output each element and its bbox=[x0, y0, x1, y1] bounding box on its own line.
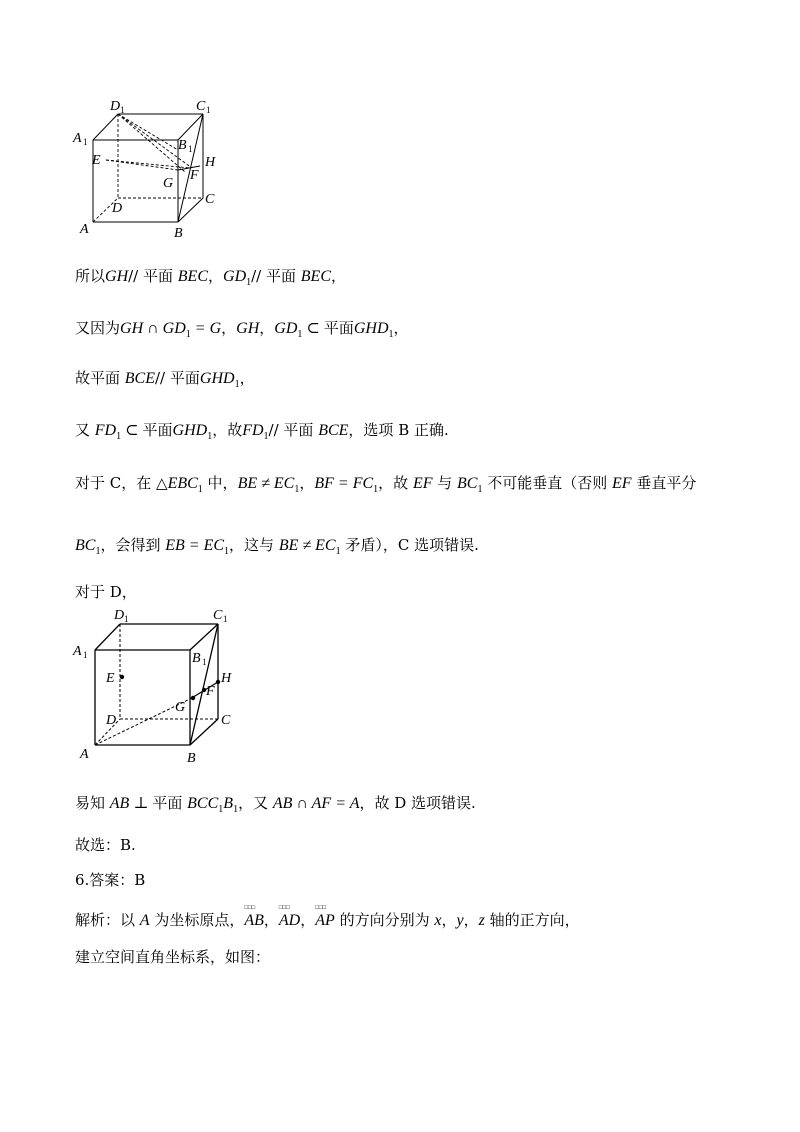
text-line-11: 解析：以 A 为坐标原点，□□□ AB，□□□ AD，□□□ AP 的方向分别为 x，y，z 轴的正方向， bbox=[75, 910, 580, 931]
text-line-8: 易知 AB ⊥ 平面 $BCC_1B_1$，又 AB ∩ AF = A，故 D 选项错误. bbox=[75, 794, 476, 816]
label-C: C bbox=[205, 192, 215, 207]
cube-figure-1 bbox=[70, 92, 230, 242]
label-F: F bbox=[190, 168, 199, 183]
text-line-12: 建立空间直角坐标系，如图： bbox=[75, 948, 271, 966]
label-B1: B bbox=[192, 651, 201, 666]
label-D1: D bbox=[114, 608, 125, 623]
label-G: G bbox=[163, 176, 174, 191]
svg-text:1: 1 bbox=[124, 614, 129, 624]
text-line-9: 故选：B. bbox=[75, 836, 136, 854]
label-E: E bbox=[92, 153, 101, 168]
label-B: B bbox=[187, 751, 196, 766]
svg-text:1: 1 bbox=[202, 657, 207, 667]
vector-AP: □□□ AP bbox=[315, 911, 335, 931]
svg-text:1: 1 bbox=[223, 614, 228, 624]
text-line-1: 所以GH// 平面 BEC，$GD_1//$ 平面 BEC， bbox=[75, 267, 347, 289]
text-line-6: $BC_1$，会得到 EB = $EC_1$，这与 BE ≠ $EC_1$ 矛盾），C 选项错误. bbox=[75, 536, 479, 558]
text-line-5: 对于 C，在 $\triangle EBC_1$ 中，BE ≠ $EC_1$，BF = $FC_1$，故 EF 与 $BC_1$ 不可能垂直（否则 EF 垂直平分 bbox=[75, 474, 697, 496]
label-E: E bbox=[106, 671, 115, 686]
text-line-7: 对于 D， bbox=[75, 583, 137, 601]
label-D: D bbox=[106, 713, 117, 728]
text-line-4: 又 $FD_1$ ⊂ 平面$GHD_1$，故$FD_1//$ 平面 BCE，选项 B 正确. bbox=[75, 421, 449, 443]
label-C: C bbox=[221, 713, 231, 728]
label-B1: B bbox=[178, 138, 187, 153]
svg-text:1: 1 bbox=[83, 137, 88, 147]
svg-text:1: 1 bbox=[120, 105, 125, 115]
text-line-10: 6.答案：B bbox=[75, 871, 146, 889]
svg-text:1: 1 bbox=[206, 105, 211, 115]
vector-AD: □□□ AD bbox=[279, 911, 300, 931]
label-B: B bbox=[174, 226, 183, 241]
label-H: H bbox=[205, 155, 216, 170]
label-A1: A bbox=[73, 131, 82, 146]
label-H: H bbox=[221, 671, 232, 686]
label-C1: C bbox=[213, 608, 223, 623]
svg-text:1: 1 bbox=[83, 650, 88, 660]
label-D: D bbox=[112, 201, 123, 216]
text-line-2: 又因为GH ∩ $GD_1 = G$，GH，$GD_1$ ⊂ 平面$GHD_1$， bbox=[75, 319, 409, 341]
label-C1: C bbox=[196, 99, 206, 114]
label-A: A bbox=[80, 222, 89, 237]
vector-AB: □□□ AB bbox=[244, 911, 264, 931]
label-A1: A bbox=[73, 644, 82, 659]
cube-figure-2 bbox=[70, 602, 250, 772]
label-F: F bbox=[206, 684, 215, 699]
label-D1: D bbox=[110, 99, 121, 114]
text-line-3: 故平面 BCE// 平面$GHD_1$， bbox=[75, 369, 255, 391]
label-G: G bbox=[175, 700, 186, 715]
svg-text:1: 1 bbox=[188, 144, 193, 154]
label-A: A bbox=[80, 747, 89, 762]
